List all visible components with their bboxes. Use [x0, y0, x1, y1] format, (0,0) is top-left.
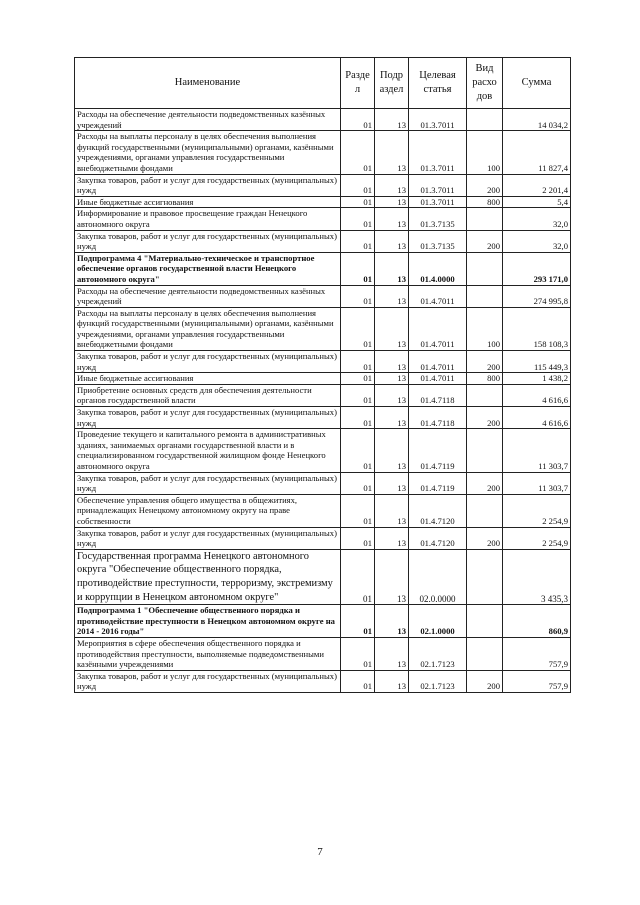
cell-name: Расходы на выплаты персоналу в целях обеспечения выполнения функций государственными (муниципальными) органами, казёнными учреждениями, органами управления государственными внебюджетными фондами: [75, 131, 341, 174]
table-row: [75, 351, 571, 373]
cell-razdel: 01: [341, 605, 375, 638]
cell-podrazdel: 13: [375, 670, 409, 692]
cell-vid: [467, 208, 503, 230]
header-name: Наименование: [75, 58, 341, 109]
cell-name: Мероприятия в сфере обеспечения общественного порядка и противодействия преступности, выполняемые подведомственными казёнными учреждениями: [75, 637, 341, 670]
cell-sum: 158 108,3: [503, 307, 571, 350]
cell-name: Закупка товаров, работ и услуг для государственных (муниципальных) нужд: [75, 230, 341, 252]
table-row: [75, 429, 571, 472]
table-row: [75, 307, 571, 350]
cell-razdel: 01: [341, 472, 375, 494]
cell-razdel: 01: [341, 384, 375, 406]
cell-name: Расходы на обеспечение деятельности подведомственных казённых учреждений: [75, 109, 341, 131]
cell-podrazdel: 13: [375, 351, 409, 373]
cell-name: Подпрограмма 4 "Материально-техническое и транспортное обеспечение органов государственной власти Ненецкого автономного округа": [75, 252, 341, 285]
cell-target: 01.4.7011: [409, 307, 467, 350]
cell-name: Обеспечение управления общего имущества в общежитиях, принадлежащих Ненецкому автономному округу на праве собственности: [75, 494, 341, 527]
cell-sum: 757,9: [503, 670, 571, 692]
header-sum: Сумма: [503, 58, 571, 109]
cell-sum: 4 616,6: [503, 384, 571, 406]
cell-vid: [467, 285, 503, 307]
table-row: [75, 285, 571, 307]
header-razdel: Разде л: [341, 58, 375, 109]
cell-name: Закупка товаров, работ и услуг для государственных (муниципальных) нужд: [75, 351, 341, 373]
cell-sum: 11 303,7: [503, 472, 571, 494]
cell-razdel: 01: [341, 429, 375, 472]
cell-name: Расходы на выплаты персоналу в целях обеспечения выполнения функций государственными (муниципальными) органами, казёнными учреждениями, органами управления государственными внебюджетными фондами: [75, 307, 341, 350]
cell-target: 01.4.7011: [409, 373, 467, 385]
table-row: [75, 373, 571, 385]
cell-vid: [467, 109, 503, 131]
cell-target: 01.3.7011: [409, 109, 467, 131]
cell-razdel: 01: [341, 230, 375, 252]
cell-razdel: 01: [341, 196, 375, 208]
header-podrazdel: Подр аздел: [375, 58, 409, 109]
table-row: [75, 549, 571, 604]
cell-vid: [467, 252, 503, 285]
cell-name: Закупка товаров, работ и услуг для государственных (муниципальных) нужд: [75, 527, 341, 549]
cell-vid: [467, 637, 503, 670]
cell-vid: [467, 605, 503, 638]
cell-target: 02.0.0000: [409, 549, 467, 604]
cell-razdel: 01: [341, 670, 375, 692]
cell-target: 01.4.7120: [409, 527, 467, 549]
cell-target: 02.1.0000: [409, 605, 467, 638]
cell-target: 01.4.7120: [409, 494, 467, 527]
cell-sum: 2 201,4: [503, 174, 571, 196]
cell-podrazdel: 13: [375, 637, 409, 670]
cell-name: Закупка товаров, работ и услуг для государственных (муниципальных) нужд: [75, 407, 341, 429]
cell-vid: [467, 429, 503, 472]
cell-sum: 2 254,9: [503, 494, 571, 527]
cell-vid: [467, 549, 503, 604]
cell-podrazdel: 13: [375, 208, 409, 230]
cell-name: Подпрограмма 1 "Обеспечение общественного порядка и противодействие преступности в Ненецком автономном округе на 2014 - 2016 годы": [75, 605, 341, 638]
table-row: [75, 131, 571, 174]
cell-vid: [467, 384, 503, 406]
table-row: [75, 196, 571, 208]
cell-razdel: 01: [341, 527, 375, 549]
cell-target: 02.1.7123: [409, 637, 467, 670]
cell-vid: 200: [467, 174, 503, 196]
cell-target: 01.3.7011: [409, 196, 467, 208]
table-row: [75, 494, 571, 527]
table-row: [75, 670, 571, 692]
cell-target: 01.4.7011: [409, 285, 467, 307]
cell-podrazdel: 13: [375, 373, 409, 385]
cell-target: 02.1.7123: [409, 670, 467, 692]
cell-podrazdel: 13: [375, 109, 409, 131]
cell-target: 01.4.7119: [409, 472, 467, 494]
cell-sum: 11 827,4: [503, 131, 571, 174]
cell-vid: 100: [467, 131, 503, 174]
cell-razdel: 01: [341, 109, 375, 131]
cell-target: 01.4.7118: [409, 384, 467, 406]
cell-vid: 200: [467, 230, 503, 252]
cell-sum: 4 616,6: [503, 407, 571, 429]
cell-podrazdel: 13: [375, 131, 409, 174]
cell-vid: 200: [467, 351, 503, 373]
cell-razdel: 01: [341, 351, 375, 373]
cell-sum: 3 435,3: [503, 549, 571, 604]
cell-vid: 200: [467, 407, 503, 429]
cell-vid: 200: [467, 472, 503, 494]
page-number: 7: [317, 846, 323, 858]
cell-podrazdel: 13: [375, 527, 409, 549]
cell-target: 01.3.7135: [409, 208, 467, 230]
cell-sum: 860,9: [503, 605, 571, 638]
cell-target: 01.3.7135: [409, 230, 467, 252]
table-row: [75, 605, 571, 638]
table-header-row: [75, 58, 571, 109]
budget-table: [74, 57, 571, 693]
cell-razdel: 01: [341, 549, 375, 604]
table-row: [75, 637, 571, 670]
cell-name: Закупка товаров, работ и услуг для государственных (муниципальных) нужд: [75, 174, 341, 196]
cell-sum: 11 303,7: [503, 429, 571, 472]
cell-podrazdel: 13: [375, 174, 409, 196]
cell-sum: 5,4: [503, 196, 571, 208]
cell-razdel: 01: [341, 307, 375, 350]
cell-name: Закупка товаров, работ и услуг для государственных (муниципальных) нужд: [75, 670, 341, 692]
cell-razdel: 01: [341, 252, 375, 285]
cell-sum: 757,9: [503, 637, 571, 670]
table-row: [75, 109, 571, 131]
cell-podrazdel: 13: [375, 285, 409, 307]
cell-podrazdel: 13: [375, 494, 409, 527]
cell-sum: 293 171,0: [503, 252, 571, 285]
cell-sum: 274 995,8: [503, 285, 571, 307]
cell-podrazdel: 13: [375, 605, 409, 638]
table-row: [75, 472, 571, 494]
cell-vid: 800: [467, 373, 503, 385]
cell-razdel: 01: [341, 174, 375, 196]
cell-vid: 800: [467, 196, 503, 208]
cell-sum: 14 034,2: [503, 109, 571, 131]
cell-podrazdel: 13: [375, 549, 409, 604]
cell-name: Государственная программа Ненецкого автономного округа "Обеспечение общественного порядка, противодействие преступности, терроризму, экстремизму и коррупции в Ненецком автономном округе": [75, 549, 341, 604]
cell-name: Иные бюджетные ассигнования: [75, 196, 341, 208]
cell-target: 01.3.7011: [409, 131, 467, 174]
cell-name: Расходы на обеспечение деятельности подведомственных казённых учреждений: [75, 285, 341, 307]
cell-vid: 200: [467, 527, 503, 549]
table-row: [75, 527, 571, 549]
header-target: Целевая статья: [409, 58, 467, 109]
cell-sum: 1 438,2: [503, 373, 571, 385]
cell-razdel: 01: [341, 285, 375, 307]
cell-razdel: 01: [341, 131, 375, 174]
cell-razdel: 01: [341, 494, 375, 527]
cell-sum: 32,0: [503, 208, 571, 230]
cell-name: Приобретение основных средств для обеспечения деятельности органов государственной власти: [75, 384, 341, 406]
cell-podrazdel: 13: [375, 307, 409, 350]
cell-podrazdel: 13: [375, 472, 409, 494]
table-row: [75, 230, 571, 252]
cell-target: 01.3.7011: [409, 174, 467, 196]
cell-name: Проведение текущего и капитального ремонта в административных зданиях, занимаемых органами государственной власти и в специализированном государственной жилищном фонде Ненецкого автономного округа: [75, 429, 341, 472]
cell-target: 01.4.0000: [409, 252, 467, 285]
cell-podrazdel: 13: [375, 230, 409, 252]
cell-name: Иные бюджетные ассигнования: [75, 373, 341, 385]
cell-sum: 32,0: [503, 230, 571, 252]
table-row: [75, 174, 571, 196]
table-row: [75, 407, 571, 429]
cell-podrazdel: 13: [375, 196, 409, 208]
cell-podrazdel: 13: [375, 429, 409, 472]
cell-razdel: 01: [341, 637, 375, 670]
table-row: [75, 384, 571, 406]
cell-name: Информирование и правовое просвещение граждан Ненецкого автономного округа: [75, 208, 341, 230]
cell-podrazdel: 13: [375, 407, 409, 429]
table-row: [75, 208, 571, 230]
table-body: [75, 109, 571, 693]
cell-sum: 115 449,3: [503, 351, 571, 373]
cell-target: 01.4.7119: [409, 429, 467, 472]
cell-podrazdel: 13: [375, 252, 409, 285]
cell-sum: 2 254,9: [503, 527, 571, 549]
cell-podrazdel: 13: [375, 384, 409, 406]
cell-vid: 100: [467, 307, 503, 350]
cell-razdel: 01: [341, 407, 375, 429]
cell-vid: [467, 494, 503, 527]
cell-razdel: 01: [341, 208, 375, 230]
cell-razdel: 01: [341, 373, 375, 385]
cell-name: Закупка товаров, работ и услуг для государственных (муниципальных) нужд: [75, 472, 341, 494]
cell-target: 01.4.7118: [409, 407, 467, 429]
cell-vid: 200: [467, 670, 503, 692]
table-row: [75, 252, 571, 285]
header-vid: Вид расхо дов: [467, 58, 503, 109]
cell-target: 01.4.7011: [409, 351, 467, 373]
